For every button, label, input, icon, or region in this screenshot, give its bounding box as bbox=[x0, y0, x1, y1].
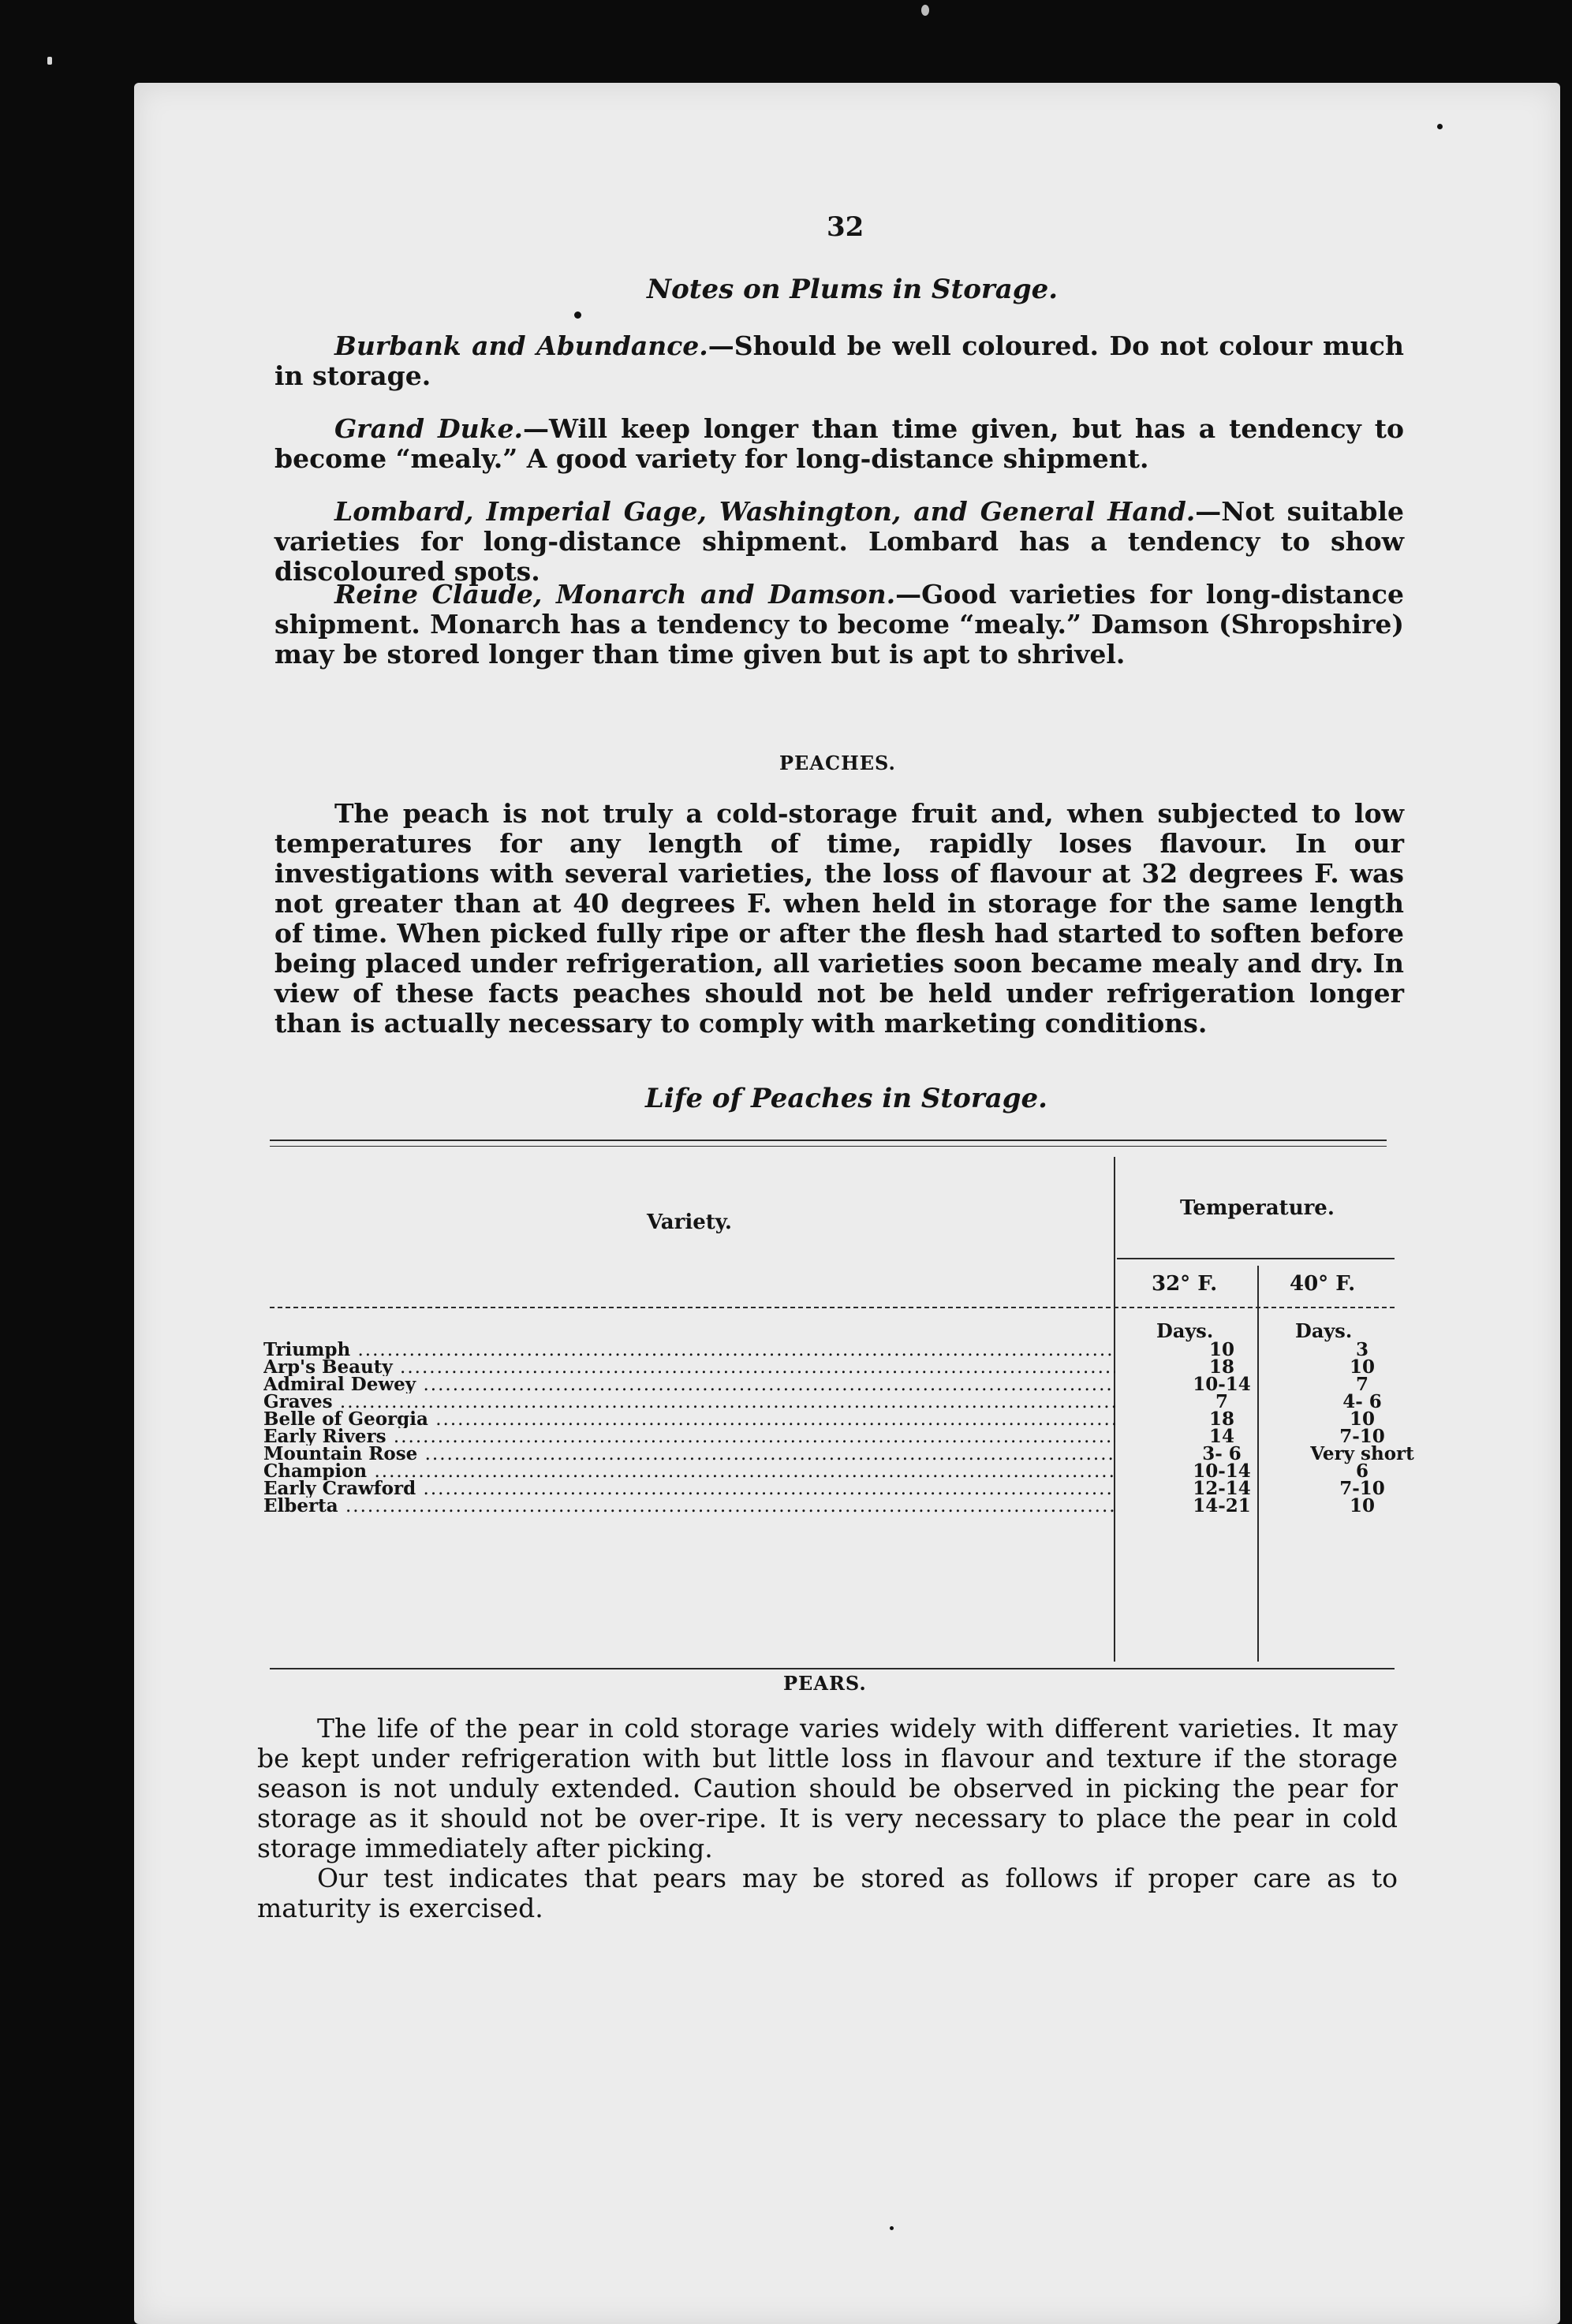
ink-speck bbox=[1437, 124, 1443, 129]
days-40-cell: Very short bbox=[1310, 1443, 1414, 1464]
variety-column-header: Variety. bbox=[647, 1210, 732, 1234]
plum-note-heading: Grand Duke. bbox=[334, 413, 523, 444]
header-rule bbox=[270, 1307, 1395, 1308]
plum-note-text: —Will keep longer than time given, but has a tendency to become “mealy.” A good variety for long-distance shipment. bbox=[274, 413, 1404, 474]
pears-paragraph: Our test indicates that pears may be stored as follows if proper care as to maturity is exercised. bbox=[257, 1863, 1398, 1923]
temperature-column-header: Temperature. bbox=[1180, 1196, 1335, 1220]
peaches-table-title: Life of Peaches in Storage. bbox=[645, 1083, 1047, 1114]
plum-note-heading: Burbank and Abundance. bbox=[334, 330, 708, 361]
table-top-rule bbox=[270, 1146, 1387, 1147]
variety-cell: Graves ..... bbox=[263, 1393, 1115, 1411]
plum-note bbox=[274, 497, 1404, 587]
days-unit-label: Days. bbox=[1156, 1319, 1214, 1342]
temperature-rule bbox=[1117, 1258, 1395, 1259]
plum-note-heading: Reine Claude, Monarch and Damson. bbox=[334, 579, 896, 610]
table-row bbox=[263, 1495, 1383, 1516]
days-32-cell: 14-21 bbox=[1193, 1495, 1251, 1516]
days-40-cell: 10 bbox=[1349, 1408, 1375, 1430]
table-top-rule bbox=[270, 1140, 1387, 1141]
days-40-cell: 6 bbox=[1355, 1460, 1368, 1482]
days-32-cell: 3- 6 bbox=[1202, 1443, 1242, 1464]
peaches-paragraph: The peach is not truly a cold-storage fruit and, when subjected to low temperatures for any length of time, rapidly loses flavour. In our investigations with several varieties, the loss of flavour at 32 degrees F. was not greater than at 40 degrees F. when held in storage for the same length of time. When picked fully ripe or after the flesh had started to soften before being placed under refrigeration, all varieties soon became mealy and dry. In view of these facts peaches should not be held under refrigeration longer than is actually necessary to comply with marketing conditions. bbox=[274, 798, 1404, 1039]
days-40-cell: 7-10 bbox=[1339, 1478, 1385, 1499]
days-40-cell: 10 bbox=[1349, 1356, 1375, 1378]
temp-40-header: 40° F. bbox=[1290, 1272, 1356, 1296]
days-32-cell: 18 bbox=[1208, 1356, 1234, 1378]
days-32-cell: 12-14 bbox=[1193, 1478, 1251, 1499]
document-page bbox=[134, 83, 1560, 2324]
plums-section-title: Notes on Plums in Storage. bbox=[647, 274, 1059, 305]
table-body bbox=[263, 1339, 1414, 1516]
plum-note-text: —Good varieties for long-distance shipment. Monarch has a tendency to become “mealy.” Damson (Shropshire) may be stored longer than time given but is apt to shrivel. bbox=[274, 579, 1404, 670]
days-40-cell: 10 bbox=[1349, 1495, 1375, 1516]
variety-cell: Elberta ..... bbox=[263, 1498, 1115, 1515]
days-40-cell: 7-10 bbox=[1339, 1426, 1385, 1447]
plum-note bbox=[274, 580, 1404, 670]
plum-note-text: —Not suitable varieties for long-distance shipment. Lombard has a tendency to show discoloured spots. bbox=[274, 496, 1404, 587]
variety-cell: Early Rivers ..... bbox=[263, 1428, 1115, 1446]
plum-note bbox=[274, 331, 1404, 391]
table-bottom-rule bbox=[270, 1668, 1395, 1669]
days-unit-label: Days. bbox=[1295, 1319, 1353, 1342]
days-40-cell: 7 bbox=[1355, 1374, 1368, 1395]
pears-paragraph: The life of the pear in cold storage varies widely with different varieties. It may be kept under refrigeration with but little loss in flavour and texture if the storage season is not unduly extended. Caution should be observed in picking the pear for storage as it should not be over-ripe. It is very necessary to place the pear in cold storage immediately after picking. bbox=[257, 1713, 1398, 1863]
ink-speck bbox=[574, 311, 581, 319]
days-32-cell: 10-14 bbox=[1193, 1374, 1251, 1395]
plum-note-text: —Should be well coloured. Do not colour much in storage. bbox=[274, 330, 1404, 391]
days-32-cell: 14 bbox=[1208, 1426, 1234, 1447]
variety-cell: Early Crawford ..... bbox=[263, 1480, 1115, 1498]
scan-artifact bbox=[47, 57, 52, 65]
peaches-heading: PEACHES. bbox=[779, 752, 896, 774]
days-40-cell: 3 bbox=[1355, 1339, 1368, 1360]
days-32-cell: 18 bbox=[1208, 1408, 1234, 1430]
plum-note-heading: Lombard, Imperial Gage, Washington, and General Hand. bbox=[334, 496, 1196, 527]
variety-cell: Triumph ..... bbox=[263, 1341, 1115, 1359]
days-32-cell: 10-14 bbox=[1193, 1460, 1251, 1482]
scan-artifact bbox=[921, 5, 929, 16]
variety-cell: Arp's Beauty ..... bbox=[263, 1359, 1115, 1376]
days-40-cell: 4- 6 bbox=[1342, 1391, 1382, 1412]
page-number: 32 bbox=[827, 211, 864, 243]
variety-cell: Admiral Dewey ..... bbox=[263, 1376, 1115, 1393]
pears-heading: PEARS. bbox=[783, 1672, 867, 1695]
variety-cell: Mountain Rose ..... bbox=[263, 1446, 1115, 1463]
ink-speck bbox=[890, 2226, 894, 2230]
temp-32-header: 32° F. bbox=[1152, 1272, 1218, 1296]
variety-cell: Champion ..... bbox=[263, 1463, 1115, 1480]
days-32-cell: 10 bbox=[1208, 1339, 1234, 1360]
variety-cell: Belle of Georgia ..... bbox=[263, 1411, 1115, 1428]
days-32-cell: 7 bbox=[1215, 1391, 1228, 1412]
plum-note bbox=[274, 414, 1404, 474]
